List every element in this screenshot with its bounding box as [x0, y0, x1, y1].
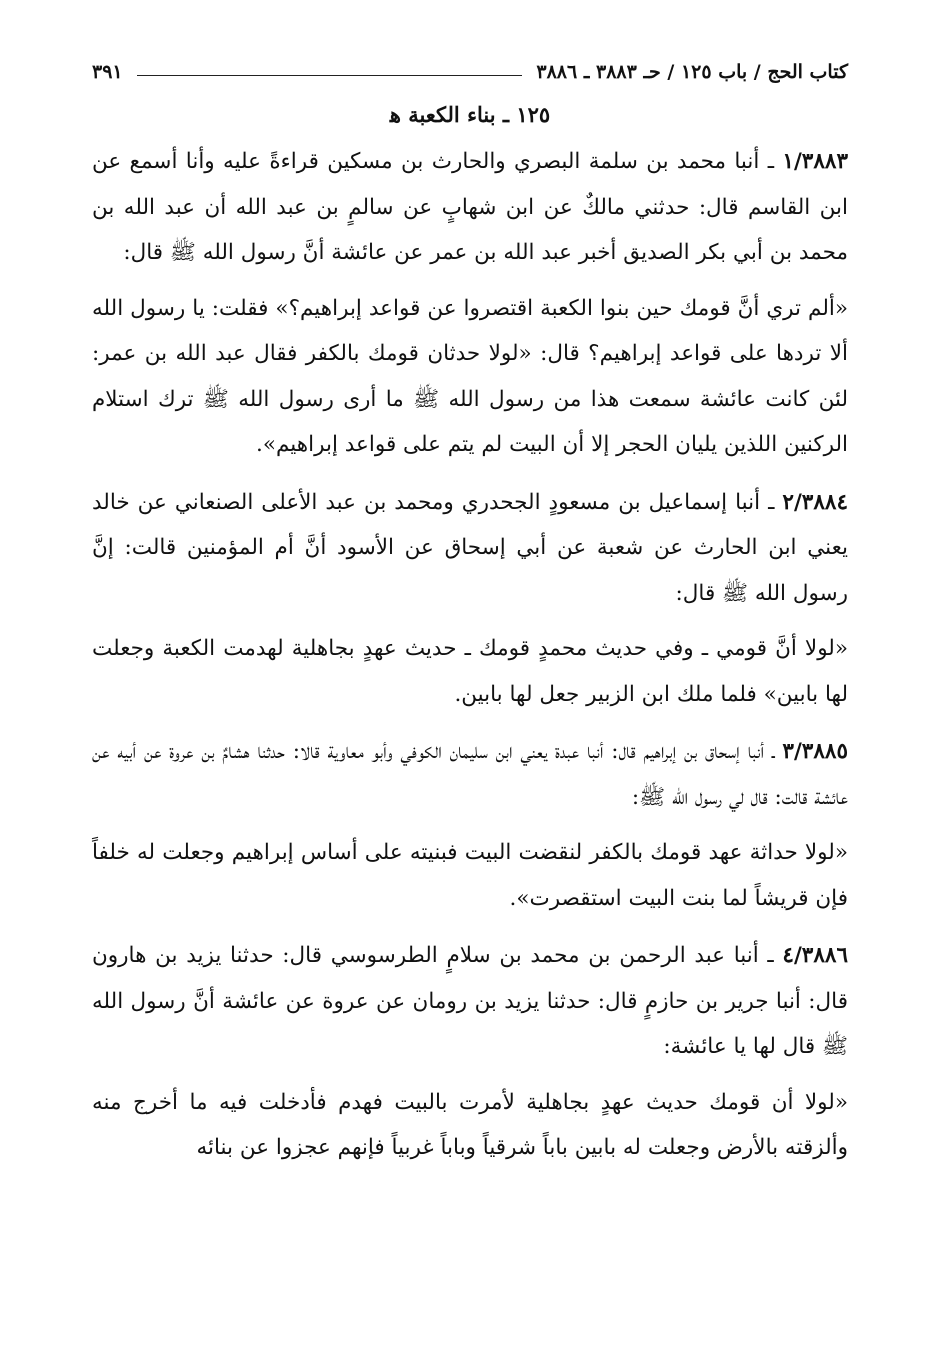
- hadith-block: [92, 933, 848, 1171]
- hadith-block: [92, 729, 848, 921]
- page-number: ٣٩١: [92, 61, 123, 83]
- hadith-matn: «لولا حداثة عهد قومك بالكفر لنقضت البيت فبنيته على أساس إبراهيم وجعلت له خلفاً فإن قريشاً لما بنت البيت استقصرت».: [92, 840, 848, 911]
- hadith-number: ٣/٣٨٨٥: [782, 739, 848, 764]
- hadith-isnad: [92, 139, 848, 276]
- chapter-title: ١٢٥ ـ بناء الكعبة ﻫ: [389, 102, 551, 127]
- hadith-number: ٤/٣٨٨٦: [782, 943, 848, 968]
- isnad-text: ـ أنبا عبد الرحمن بن محمد بن سلامٍ الطرسوسي قال: حدثنا يزيد بن هارون قال: أنبا جرير بن حازمٍ قال: حدثنا يزيد بن رومان عن عروة عن عائشة أنَّ رسول الله ﷺ قال لها يا عائشة:: [92, 943, 848, 1059]
- hadith-block: [92, 139, 848, 468]
- hadith-matn: «لولا أنَّ قومي ـ وفي حديث محمدٍ قومك ـ حديث عهدٍ بجاهلية لهدمت الكعبة وجعلت لها بابين» فلما ملك ابن الزبير جعل لها بابين.: [92, 636, 848, 707]
- page-header: [92, 50, 848, 94]
- hadith-isnad: [92, 480, 848, 617]
- hadith-number: ٢/٣٨٨٤: [782, 489, 848, 515]
- hadith-number: ١/٣٨٨٣: [782, 149, 848, 174]
- hadith-block: [92, 480, 848, 718]
- hadith-matn: «لولا أن قومك حديث عهدٍ بجاهلية لأمرت بالبيت فهدم فأدخلت فيه ما أخرج منه وألزقته بالأرض وجعلت له بابين باباً شرقياً وباباً غربياً فإنهم عجزوا عن بنائه: [92, 1089, 848, 1160]
- isnad-text: ـ أنبا محمد بن سلمة البصري والحارث بن مسكين قراءةً عليه وأنا أسمع عن ابن القاسم قال: حدثني مالكٌ عن ابن شهابٍ عن سالمٍ بن عبد الله أن عبد الله بن محمد بن أبي بكر الصديق أخبر عبد الله بن عمر عن عائشة أنَّ رسول الله ﷺ قال:: [92, 149, 848, 265]
- isnad-text: ـ أنبا إسحاق بن إبراهيم قال: أنبا عبدة يعني ابن سليمان الكوفي وأبو معاوية قالا: حدثنا هشامٌ بن عروة عن أبيه عن عائشة قالت: قال لي رسول الله ﷺ:: [92, 739, 848, 810]
- hadith-matn: «ألم تري أنَّ قومك حين بنوا الكعبة اقتصروا عن قواعد إبراهيم؟» فقلت: يا رسول الله ألا تردها على قواعد إبراهيم؟ قال: «لولا حدثان قومك بالكفر فقال عبد الله بن عمر: لئن كانت عائشة سمعت هذا من رسول الله ﷺ ما أرى رسول الله ﷺ ترك استلام الركنين اللذين يليان الحجر إلا أن البيت لم يتم على قواعد إبراهيم».: [92, 295, 848, 457]
- hadith-isnad: [92, 933, 848, 1070]
- hadith-isnad: [92, 729, 848, 820]
- running-head: كتاب الحج / باب ١٢٥ / حـ ٣٨٨٣ ـ ٣٨٨٦: [536, 61, 848, 83]
- header-rule: [137, 75, 523, 76]
- isnad-text: ـ أنبا إسماعيل بن مسعودٍ الجحدري ومحمد بن عبد الأعلى الصنعاني عن خالد يعني ابن الحارث عن شعبة عن أبي إسحاق عن الأسود أنَّ أم المؤمنين قالت: إنَّ رسول الله ﷺ قال:: [92, 489, 848, 606]
